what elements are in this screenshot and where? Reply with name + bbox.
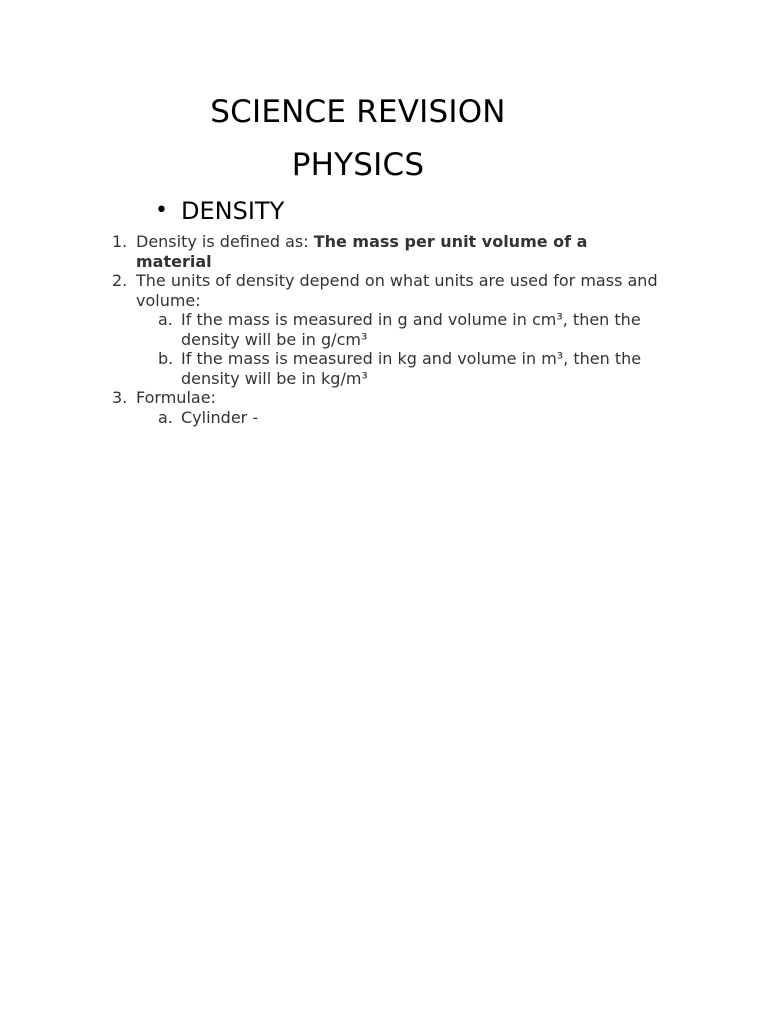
bullet-icon: •: [155, 198, 168, 224]
section-heading-density: [155, 197, 284, 226]
list-item-text: Density is defined as:: [136, 232, 314, 251]
list-item: [0, 271, 676, 310]
sub-list-item-text: If the mass is measured in g and volume in cm³, then the density will be in g/cm³: [181, 310, 641, 349]
sub-list-marker: a.: [158, 407, 173, 427]
sub-list-item: [0, 349, 651, 388]
sub-list-item-text: If the mass is measured in kg and volume in m³, then the density will be in kg/m³: [181, 349, 642, 388]
list-item-bold-text: The mass per unit volume of a material: [136, 232, 588, 271]
sub-list-marker: a.: [158, 310, 173, 329]
sub-list-item: [0, 310, 651, 349]
sub-list-item-text: Cylinder -: [181, 407, 259, 427]
list-item-text: Formulae:: [136, 388, 216, 407]
list-marker: 3.: [112, 388, 128, 407]
list-item: [0, 232, 606, 271]
list-item: [0, 388, 606, 408]
list-marker: 1.: [112, 232, 128, 251]
document-subtitle: PHYSICS: [291, 147, 425, 183]
sub-list-marker: b.: [158, 349, 174, 368]
list-item-text: The units of density depend on what units are used for mass and volume:: [136, 271, 658, 310]
list-marker: 2.: [112, 271, 128, 290]
sub-list-item: [0, 408, 651, 428]
numbered-list: [0, 232, 700, 427]
section-heading-label: DENSITY: [181, 197, 285, 225]
document-title: SCIENCE REVISION: [210, 94, 506, 130]
